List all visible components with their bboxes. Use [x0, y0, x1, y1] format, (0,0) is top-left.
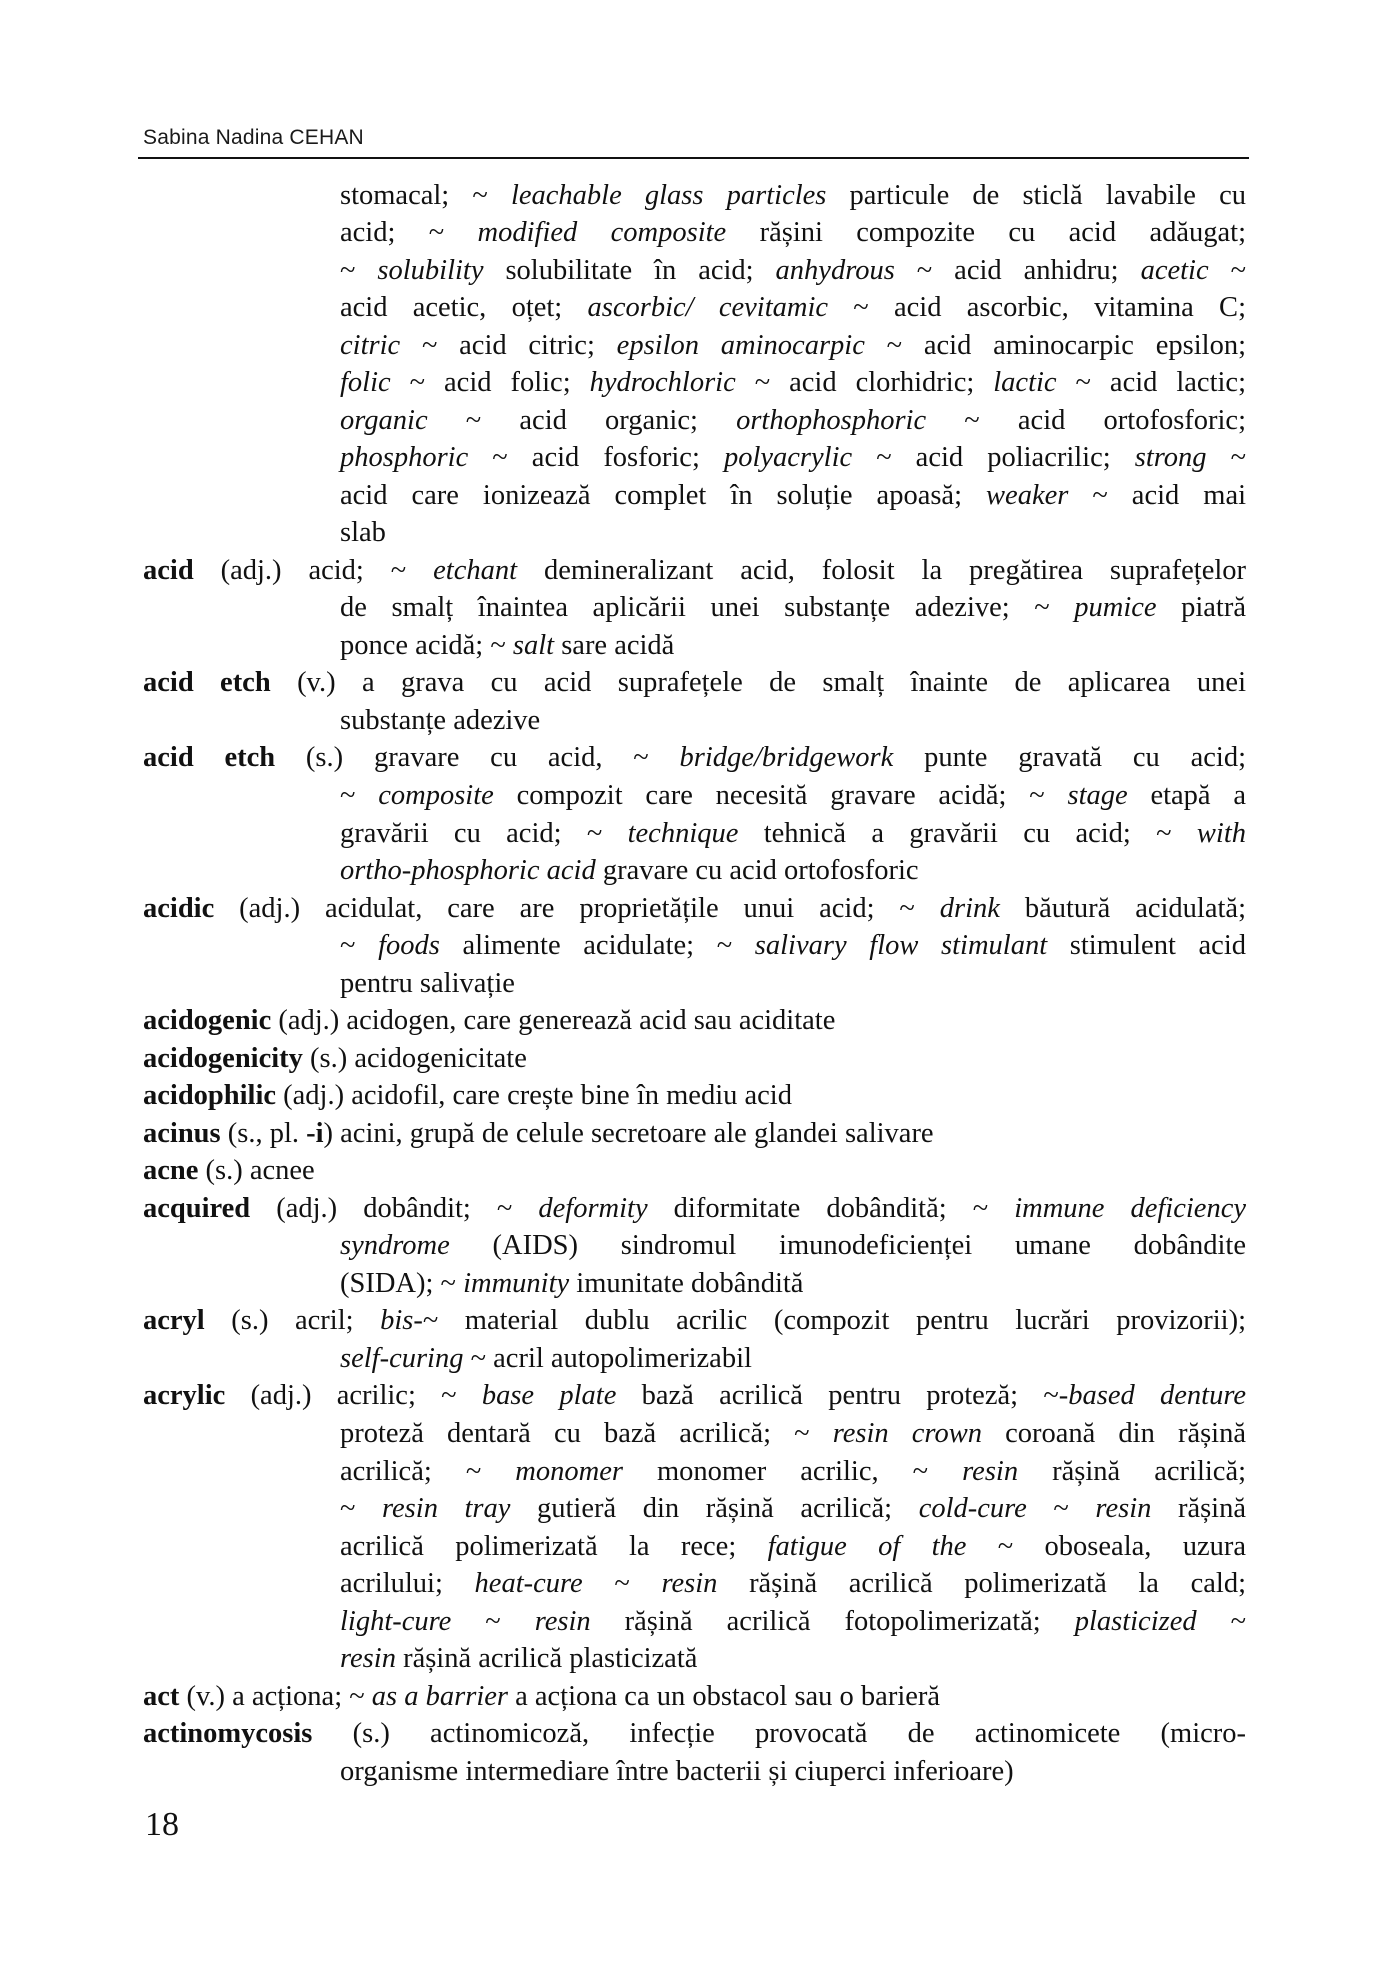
- definition-text: ~ acid organic;: [427, 404, 737, 436]
- english-term: modified composite: [477, 217, 727, 249]
- definition-text: piatră: [1156, 592, 1246, 624]
- english-term: acetic: [1140, 254, 1209, 286]
- english-term: with: [1196, 817, 1246, 849]
- headword: acid etch: [143, 667, 271, 699]
- definition-text: ~: [1208, 254, 1246, 286]
- headword: acne: [143, 1155, 199, 1187]
- definition-text: ~: [451, 1605, 535, 1637]
- headword: acidogenicity: [143, 1042, 303, 1074]
- english-term: -based denture: [1058, 1380, 1247, 1412]
- definition-text: ~ acid clorhidric;: [735, 367, 994, 399]
- headword: acrylic: [143, 1380, 226, 1412]
- entry-continuation-line: [340, 927, 1246, 964]
- definition-text: băutură acidulată;: [999, 892, 1246, 924]
- definition-text: (s.) acnee: [198, 1155, 315, 1187]
- definition-text: ~ acid fosforic;: [468, 442, 724, 474]
- headword: act: [143, 1680, 180, 1712]
- definition-text: acrilului;: [340, 1568, 475, 1600]
- english-term: organic: [340, 404, 428, 436]
- entry-continuation-line: [340, 1453, 1246, 1490]
- entry-continuation-line: [340, 289, 1246, 326]
- definition-text: monomer acrilic, ~: [622, 1455, 963, 1487]
- definition-text: (s.) actinomicoză, infecție provocată de actinomicete (micro-: [312, 1718, 1246, 1750]
- definition-text: compozit care necesită gravare acidă; ~: [493, 779, 1068, 811]
- definition-text: (adj.) acidofil, care crește bine în mediu acid: [276, 1080, 792, 1112]
- entry-line: [143, 1678, 1246, 1715]
- headword: -i: [306, 1117, 324, 1149]
- entry-continuation-line: [340, 364, 1246, 401]
- header-rule: [138, 157, 1249, 159]
- entry-line: [143, 1377, 1246, 1414]
- english-term: strong: [1134, 442, 1207, 474]
- definition-text: ~ acid ascorbic, vitamina C;: [828, 292, 1246, 324]
- definition-text: (SIDA); ~: [340, 1267, 464, 1299]
- entry-continuation-line: [340, 589, 1246, 626]
- definition-text: ~ acid ortofosforic;: [926, 404, 1246, 436]
- entry-continuation-line: [340, 1415, 1246, 1452]
- definition-text: ~: [1206, 442, 1247, 474]
- definition-text: punte gravată cu acid;: [893, 742, 1246, 774]
- entry-continuation-line: [340, 477, 1246, 514]
- definition-text: ~ oboseala, uzura: [966, 1530, 1247, 1562]
- definition-text: (adj.) acidogen, care generează acid sau aciditate: [271, 1005, 836, 1037]
- entry-continuation-line: [340, 1490, 1246, 1527]
- definition-text: rășină: [1151, 1493, 1247, 1525]
- entry-continuation-line: [340, 177, 1246, 214]
- entry-continuation-line: [340, 1340, 1246, 1377]
- english-term: resin crown: [832, 1417, 982, 1449]
- english-term: fatigue of the: [767, 1530, 967, 1562]
- definition-text: gravare cu acid ortofosforic: [595, 855, 919, 887]
- english-term: resin: [962, 1455, 1019, 1487]
- definition-text: de smalț înaintea aplicării unei substanțe adezive; ~: [340, 592, 1075, 624]
- definition-text: (adj.) acid; ~: [193, 554, 434, 586]
- english-term: resin: [661, 1568, 718, 1600]
- definition-text: ~: [340, 779, 379, 811]
- entry-continuation-line: [340, 1227, 1246, 1264]
- english-term: salt: [512, 629, 555, 661]
- entry-line: [143, 1152, 1246, 1189]
- entry-continuation-line: [340, 1565, 1246, 1602]
- definition-text: pentru salivație: [340, 967, 515, 999]
- english-term: citric: [340, 329, 401, 361]
- definition-text: -~ material dublu acrilic (compozit pentru lucrări provizorii);: [413, 1305, 1246, 1337]
- definition-text: ~: [1196, 1605, 1247, 1637]
- entry-line: [143, 1190, 1246, 1227]
- entry-continuation-line: [340, 1603, 1246, 1640]
- definition-text: rășină acrilică fotopolimerizată;: [590, 1605, 1075, 1637]
- entry-line: [143, 1302, 1246, 1339]
- definition-text: acrilică polimerizată la rece;: [340, 1530, 768, 1562]
- definition-text: ~: [1026, 1493, 1096, 1525]
- definition-text: (adj.) acidulat, care are proprietățile unui acid; ~: [214, 892, 940, 924]
- entry-continuation-line: [340, 815, 1246, 852]
- entry-line: [143, 1715, 1246, 1752]
- english-term: polyacrylic: [723, 442, 853, 474]
- definition-text: coroană din rășină: [981, 1417, 1246, 1449]
- english-term: immunity: [463, 1267, 570, 1299]
- entry-continuation-line: [340, 214, 1246, 251]
- english-term: deformity: [538, 1192, 648, 1224]
- english-term: cold-cure: [918, 1493, 1027, 1525]
- english-term: phosphoric: [340, 442, 469, 474]
- definition-text: ponce acidă; ~: [340, 629, 513, 661]
- entry-continuation-line: [340, 702, 1246, 739]
- definition-text: ~ acid citric;: [400, 329, 617, 361]
- definition-text: acid; ~: [340, 217, 478, 249]
- definition-text: organisme intermediare între bacterii și ciuperci inferioare): [340, 1755, 1014, 1787]
- entry-line: [143, 552, 1246, 589]
- english-term: self-curing: [340, 1342, 464, 1374]
- definition-text: diformitate dobândită; ~: [647, 1192, 1015, 1224]
- definition-text: proteză dentară cu bază acrilică; ~: [340, 1417, 833, 1449]
- entry-line: [143, 890, 1246, 927]
- english-term: weaker: [986, 479, 1069, 511]
- english-term: drink: [939, 892, 1000, 924]
- entry-continuation-line: [340, 1753, 1246, 1790]
- headword: acryl: [143, 1305, 205, 1337]
- entry-continuation-line: [340, 252, 1246, 289]
- entry-continuation-line: [340, 514, 1246, 551]
- headword: acidophilic: [143, 1080, 277, 1112]
- definition-text: acrilică; ~: [340, 1455, 516, 1487]
- headword: acidic: [143, 892, 215, 924]
- definition-text: ~ acid anhidru;: [894, 254, 1141, 286]
- english-term: syndrome: [340, 1230, 450, 1262]
- definition-text: demineralizant acid, folosit la pregătirea suprafețelor: [517, 554, 1247, 586]
- english-term: plasticized: [1074, 1605, 1197, 1637]
- english-term: etchant: [433, 554, 518, 586]
- english-term: pumice: [1074, 592, 1157, 624]
- english-term: salivary flow stimulant: [754, 930, 1048, 962]
- definition-text: (adj.) dobândit; ~: [250, 1192, 539, 1224]
- headword: acid: [143, 554, 194, 586]
- english-term: ascorbic/ cevitamic: [587, 292, 829, 324]
- english-term: resin: [1095, 1493, 1152, 1525]
- headword: acidogenic: [143, 1005, 272, 1037]
- definition-text: ~ acid poliacrilic;: [852, 442, 1135, 474]
- entry-continuation-line: [340, 852, 1246, 889]
- definition-text: ~: [340, 1493, 382, 1525]
- definition-text: bază acrilică pentru proteză; ~: [616, 1380, 1059, 1412]
- definition-text: ~ acid mai: [1068, 479, 1247, 511]
- definition-text: sare acidă: [554, 629, 675, 661]
- english-term: epsilon aminocarpic: [616, 329, 865, 361]
- english-term: technique: [627, 817, 739, 849]
- definition-text: ~ acid aminocarpic epsilon;: [864, 329, 1246, 361]
- english-term: as a barrier: [371, 1680, 508, 1712]
- definition-text: (s.) gravare cu acid, ~: [275, 742, 680, 774]
- english-term: stage: [1067, 779, 1128, 811]
- definition-text: (AIDS) sindromul imunodeficienței umane dobândite: [449, 1230, 1246, 1262]
- entry-line: [143, 1115, 1246, 1152]
- page-number: 18: [145, 1806, 179, 1843]
- definition-text: tehnică a gravării cu acid; ~: [738, 817, 1197, 849]
- definition-text: (v.) a acționa; ~: [179, 1680, 372, 1712]
- definition-text: stimulent acid: [1047, 930, 1246, 962]
- definition-text: acid acetic, oțet;: [340, 292, 588, 324]
- definition-text: ~: [340, 930, 379, 962]
- definition-text: ~ acid folic;: [390, 367, 590, 399]
- definition-text: ) acini, grupă de celule secretoare ale glandei salivare: [323, 1117, 934, 1149]
- definition-text: rășini compozite cu acid adăugat;: [726, 217, 1246, 249]
- entry-continuation-line: [340, 777, 1246, 814]
- headword: acquired: [143, 1192, 251, 1224]
- definition-text: (s.) acidogenicitate: [302, 1042, 527, 1074]
- entry-continuation-line: [340, 1265, 1246, 1302]
- english-term: leachable glass particles: [510, 179, 827, 211]
- definition-text: acid care ionizează complet în soluție apoasă;: [340, 479, 987, 511]
- definition-text: gravării cu acid; ~: [340, 817, 628, 849]
- english-term: lactic: [993, 367, 1057, 399]
- english-term: heat-cure: [474, 1568, 583, 1600]
- english-term: light-cure: [340, 1605, 452, 1637]
- definition-text: ~: [340, 254, 378, 286]
- english-term: monomer: [515, 1455, 623, 1487]
- english-term: orthophosphoric: [736, 404, 927, 436]
- english-term: folic: [340, 367, 391, 399]
- entry-line: [143, 664, 1246, 701]
- entry-continuation-line: [340, 965, 1246, 1002]
- english-term: anhydrous: [775, 254, 895, 286]
- definition-text: alimente acidulate; ~: [439, 930, 755, 962]
- english-term: base plate: [481, 1380, 617, 1412]
- english-term: resin tray: [382, 1493, 511, 1525]
- entry-continuation-line: [340, 402, 1246, 439]
- english-term: composite: [378, 779, 494, 811]
- definition-text: rășină acrilică;: [1018, 1455, 1247, 1487]
- entry-line: [143, 739, 1246, 776]
- definition-text: ~ acril autopolimerizabil: [463, 1342, 752, 1374]
- english-term: bis: [380, 1305, 414, 1337]
- english-term: foods: [378, 930, 440, 962]
- definition-text: (adj.) acrilic; ~: [225, 1380, 482, 1412]
- definition-text: a acționa ca un obstacol sau o barieră: [507, 1680, 941, 1712]
- definition-text: ~: [582, 1568, 662, 1600]
- headword: actinomycosis: [143, 1718, 313, 1750]
- definition-text: stomacal; ~: [340, 179, 511, 211]
- entry-line: [143, 1002, 1246, 1039]
- entry-continuation-line: [340, 439, 1246, 476]
- english-term: immune deficiency: [1014, 1192, 1246, 1224]
- definition-text: slab: [340, 517, 386, 549]
- english-term: hydrochloric: [589, 367, 736, 399]
- definition-text: gutieră din rășină acrilică;: [510, 1493, 919, 1525]
- english-term: bridge/bridgework: [679, 742, 894, 774]
- definition-text: (s., pl.: [220, 1117, 307, 1149]
- english-term: resin: [340, 1643, 396, 1675]
- definition-text: rășină acrilică plasticizată: [395, 1643, 698, 1675]
- english-term: solubility: [377, 254, 484, 286]
- entry-line: [143, 1077, 1246, 1114]
- entry-continuation-line: [340, 1640, 1246, 1677]
- definition-text: (s.) acril;: [204, 1305, 381, 1337]
- definition-text: ~ acid lactic;: [1056, 367, 1246, 399]
- definition-text: rășină acrilică polimerizată la cald;: [717, 1568, 1246, 1600]
- definition-text: (v.) a grava cu acid suprafețele de smalț înainte de aplicarea unei: [270, 667, 1246, 699]
- entry-continuation-line: [340, 327, 1246, 364]
- headword: acid etch: [143, 742, 276, 774]
- definition-text: etapă a: [1127, 779, 1247, 811]
- english-term: resin: [534, 1605, 591, 1637]
- entry-continuation-line: [340, 1528, 1246, 1565]
- headword: acinus: [143, 1117, 221, 1149]
- definition-text: particule de sticlă lavabile cu: [826, 179, 1247, 211]
- definition-text: imunitate dobândită: [569, 1267, 804, 1299]
- definition-text: substanțe adezive: [340, 704, 541, 736]
- entry-line: [143, 1040, 1246, 1077]
- definition-text: solubilitate în acid;: [483, 254, 776, 286]
- entry-continuation-line: [340, 627, 1246, 664]
- english-term: ortho-phosphoric acid: [340, 855, 596, 887]
- running-head-author: Sabina Nadina CEHAN: [143, 126, 364, 149]
